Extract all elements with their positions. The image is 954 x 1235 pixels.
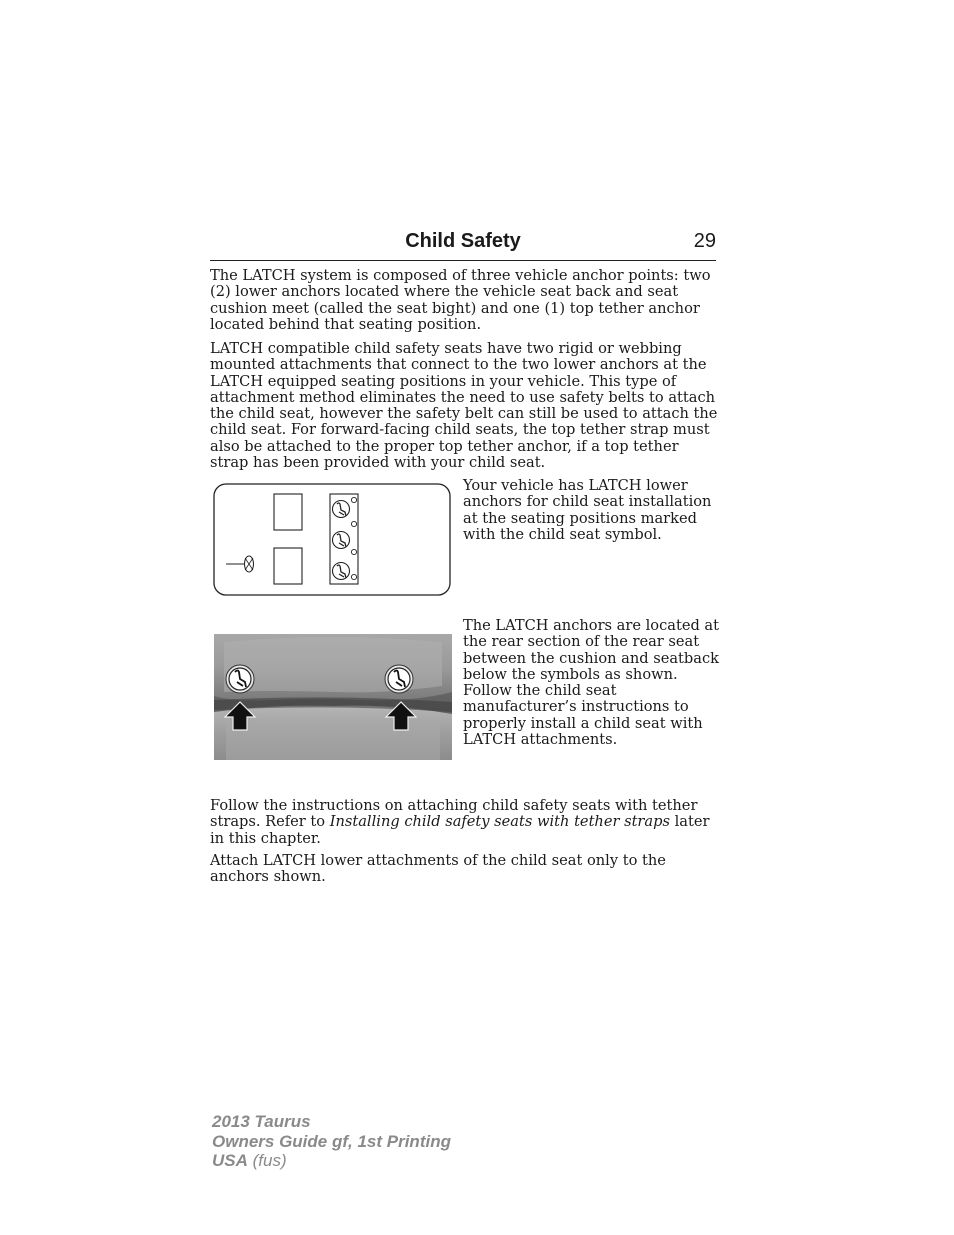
cross-reference: Installing child safety seats with tether straps <box>329 813 670 831</box>
footer-region <box>212 1151 451 1171</box>
footer-model: 2013 Taurus <box>212 1112 311 1131</box>
driver-seat <box>274 548 302 584</box>
page-header <box>210 230 716 261</box>
paragraph-latch-compatible: LATCH compatible child safety seats have two rigid or webbing mounted attachments that connect to the two lower anchors at the LATCH equipped seating positions in your vehicle. This type of attachment method eliminates the need to use safety belts to attach the child seat, however the safety belt can still be used to attach the child seat. For forward-facing child seats, the top tether strap must also be attached to the proper top tether anchor, if a top tether strap has been provided with your child seat. <box>210 340 718 472</box>
child-seat-icon <box>226 665 254 693</box>
paragraph-tether-instructions <box>210 798 718 847</box>
paragraph-attach-warning: Attach LATCH lower attachments of the child seat only to the anchors shown. <box>210 852 666 886</box>
footer-region-code: USA <box>212 1151 248 1170</box>
paragraph-text: Follow the instructions on attaching child safety seats with tether straps. Refer to <box>210 797 698 831</box>
child-seat-icon <box>385 665 413 693</box>
footer-region-suffix: (fus) <box>247 1151 287 1170</box>
footer-edition: Owners Guide gf, 1st Printing <box>212 1131 451 1151</box>
front-passenger-seat <box>274 494 302 530</box>
child-seat-icon <box>333 501 350 518</box>
page-number: 29 <box>693 230 716 252</box>
section-title: Child Safety <box>405 230 521 252</box>
paragraph-latch-location: The LATCH anchors are located at the rear section of the rear seat between the cushion and seatback below the symbols as shown. Follow the child seat manufacturer’s instructions to properly install a child seat with LATCH attachments. <box>463 617 719 749</box>
paragraph-text: later in this chapter. <box>210 813 710 847</box>
rear-seat-anchor-photo <box>214 634 452 760</box>
child-seat-icon <box>333 532 350 549</box>
child-seat-icon <box>333 563 350 580</box>
paragraph-latch-overview: The LATCH system is composed of three vehicle anchor points: two (2) lower anchors located where the vehicle seat back and seat cushion meet (called the seat bight) and one (1) top tether anchor located behind that seating position. <box>210 267 711 333</box>
page-footer <box>212 1112 451 1171</box>
paragraph-latch-positions: Your vehicle has LATCH lower anchors for child seat installation at the seating positions marked with the child seat symbol. <box>463 477 712 543</box>
seating-position-diagram <box>213 483 451 596</box>
